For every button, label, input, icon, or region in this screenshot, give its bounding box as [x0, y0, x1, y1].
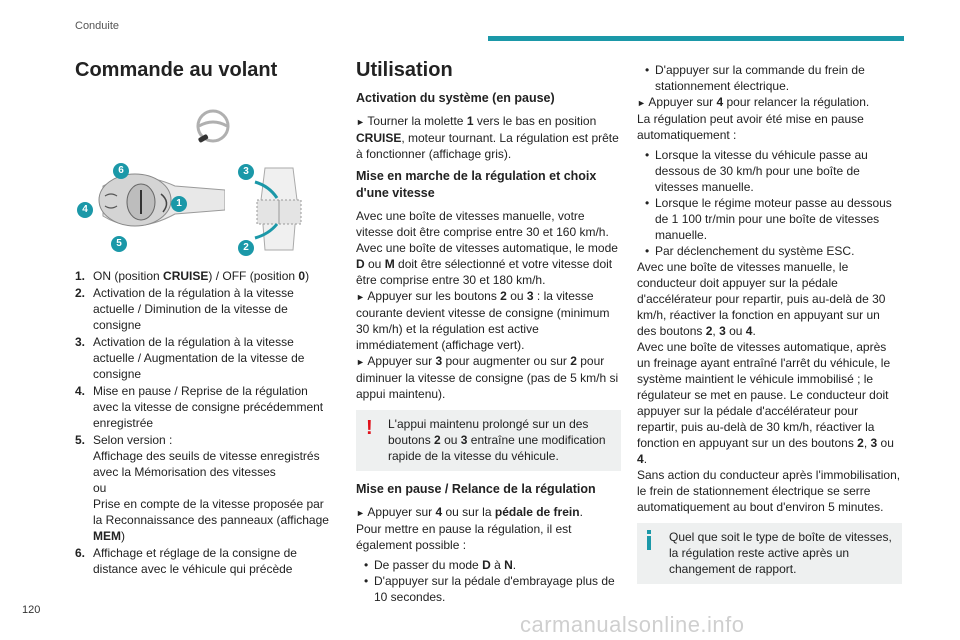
text-run: ,: [712, 324, 720, 338]
text-run: Activation de la régulation à la vitesse actuelle / Diminution de la vitesse de consigne: [93, 286, 294, 332]
middle-column: [356, 58, 621, 605]
text-run: ou: [877, 436, 894, 450]
bold-text: 3: [870, 436, 878, 450]
bold-text: 2: [434, 433, 441, 447]
bold-text: 2: [500, 289, 507, 303]
note-text: [669, 530, 892, 576]
legend-item: [75, 285, 330, 333]
arrow-bullet-icon: ►: [356, 117, 368, 127]
paragraph: [356, 113, 621, 162]
page-number: 120: [22, 604, 41, 616]
legend-item: [75, 334, 330, 382]
text-run: à: [490, 558, 505, 572]
arrow-bullet-icon: ►: [356, 508, 368, 518]
text-run: Avec une boîte de vitesses automatique, après un freinage ayant entraîné l'arrêt du véhicule, le système maintient le véhicule immobilisé ; le régulateur se met en pause. Le conducteur doit appuyer sur la pédale d'accélérateur pour repartir, puis au-delà de 30 km/h, réactiver la fonction en appuyant sur un des boutons: [637, 340, 891, 450]
bold-text: 3: [435, 354, 443, 368]
text-run: ou: [364, 257, 385, 271]
text-run: De passer du mode: [374, 558, 483, 572]
callout-badge-2: 2: [238, 240, 254, 256]
bold-text: 4: [435, 505, 443, 519]
info-icon: [647, 530, 651, 550]
paragraph: [637, 94, 902, 143]
bullet-item: [637, 62, 902, 94]
text-run: : la vitesse courante devient vitesse de consigne (minimum 30 km/h) et la régulation est active immédiatement (affichage vert).: [356, 289, 610, 352]
text-run: L'appui maintenu prolongé sur un des boutons: [388, 417, 589, 447]
bold-text: 3: [460, 433, 468, 447]
text-run: Pour mettre en pause la régulation, il est également possible :: [356, 522, 572, 552]
section-title-utilisation: Utilisation: [356, 59, 453, 81]
legend-item-number: 6.: [75, 546, 86, 560]
text-run: Activation de la régulation à la vitesse actuelle / Augmentation de la vitesse de consigne: [93, 335, 305, 381]
text-run: ): [121, 529, 125, 543]
text-run: Avec une boîte de vitesses manuelle, le conducteur doit appuyer sur la pédale d'accélérateur pour repartir, puis au-delà de 30 km/h, réactiver la fonction en appuyant sur un des boutons: [637, 260, 886, 338]
text-run: Affichage et réglage de la consigne de distance avec le véhicule qui précède: [93, 546, 297, 576]
bold-text: pédale de frein: [494, 505, 580, 519]
warning-note: [356, 410, 621, 471]
bold-text: CRUISE: [163, 269, 209, 283]
text-run: , moteur tournant. La régulation est prête à fonctionner (affichage gris).: [356, 131, 619, 161]
bold-text: N: [504, 558, 513, 572]
text-run: ou: [440, 433, 461, 447]
bullet-item: [356, 557, 621, 573]
arrow-bullet-icon: ►: [356, 357, 368, 367]
text-run: Sans action du conducteur après l'immobilisation, le frein de stationnement électrique se serre automatiquement au bout d'environ 5 minutes.: [637, 468, 901, 514]
text-run: Tourner la molette: [367, 114, 467, 128]
header-accent-bar: [488, 36, 904, 41]
subsection-heading: Activation du système (en pause): [356, 91, 555, 105]
legend-item-number: 5.: [75, 433, 86, 447]
text-run: La régulation peut avoir été mise en pause automatiquement :: [637, 112, 864, 142]
text-run: .: [643, 452, 648, 466]
callout-badge-5: 5: [111, 236, 127, 252]
legend-item-number: 2.: [75, 286, 86, 300]
text-run: D'appuyer sur la pédale d'embrayage plus de 10 secondes.: [374, 574, 615, 604]
text-run: Appuyer sur: [648, 95, 717, 109]
bullet-item: [637, 147, 902, 195]
subsection-heading: Mise en pause / Relance de la régulation: [356, 482, 596, 496]
text-run: pour relancer la régulation.: [723, 95, 870, 109]
text-run: D'appuyer sur la commande du frein de stationnement électrique.: [655, 63, 865, 93]
legend-item-number: 1.: [75, 269, 86, 283]
cruise-control-lever-illustration: [75, 158, 225, 254]
callout-badge-1: 1: [171, 196, 187, 212]
callout-badge-4: 4: [77, 202, 93, 218]
text-run: Avec une boîte de vitesses manuelle, votre vitesse doit être comprise entre 30 et 160 km/h.: [356, 209, 609, 239]
legend-item-number: 3.: [75, 335, 86, 349]
bold-text: 2: [570, 354, 577, 368]
bold-text: 0: [298, 269, 306, 283]
watermark-text: carmanualsonline.info: [520, 612, 745, 637]
illustration-area: [75, 88, 330, 256]
text-run: Appuyer sur les boutons: [367, 289, 501, 303]
bold-text: D: [356, 257, 365, 271]
text-run: Mise en pause / Reprise de la régulation avec la vitesse de consigne précédemment enregistrée: [93, 384, 324, 430]
arrow-bullet-icon: ►: [637, 98, 649, 108]
bold-text: 1: [466, 114, 474, 128]
bullet-list: [637, 62, 902, 94]
legend-item: [75, 545, 330, 577]
controls-legend-list: [75, 268, 330, 577]
text-run: ,: [863, 436, 871, 450]
text-run: Prise en compte de la vitesse proposée par la Reconnaissance des panneaux (affichage: [93, 497, 329, 527]
subsection-heading: Mise en marche de la régulation et choix d'une vitesse: [356, 169, 597, 200]
text-run: ou: [506, 289, 527, 303]
bold-text: 4: [745, 324, 753, 338]
text-run: ou sur la: [442, 505, 495, 519]
text-run: ON (position: [93, 269, 164, 283]
text-run: Appuyer sur: [367, 354, 436, 368]
text-run: Avec une boîte de vitesses automatique, le mode: [356, 241, 618, 255]
paragraph: [356, 208, 621, 402]
note-text: [388, 417, 606, 463]
utilisation-content: [356, 90, 621, 605]
paragraph: [637, 259, 902, 515]
text-run: Lorsque le régime moteur passe au dessous de 1 100 tr/min pour une boîte de vitesses manuelle.: [655, 196, 892, 242]
bold-text: 2: [705, 324, 713, 338]
text-run: Appuyer sur: [367, 505, 436, 519]
text-run: Par déclenchement du système ESC.: [655, 244, 855, 258]
bullet-item: [637, 243, 902, 259]
legend-item: [75, 268, 330, 284]
text-run: ): [305, 269, 310, 283]
paragraph: [356, 504, 621, 553]
arrow-bullet-icon: ►: [356, 292, 368, 302]
warning-icon: !: [366, 417, 373, 439]
text-run: vers le bas en position: [473, 114, 597, 128]
bold-text: 4: [716, 95, 724, 109]
bold-text: 3: [719, 324, 726, 338]
bold-text: CRUISE: [356, 131, 402, 145]
steering-wheel-icon: [195, 108, 231, 144]
right-column: [637, 62, 902, 594]
callout-badge-3: 3: [238, 164, 254, 180]
section-title-commande: Commande au volant: [75, 59, 278, 81]
bold-text: 3: [526, 289, 534, 303]
section-header: Conduite: [75, 20, 120, 32]
text-run: Lorsque la vitesse du véhicule passe au dessous de 30 km/h pour une boîte de vitesses manuelle.: [655, 148, 868, 194]
info-note: [637, 523, 902, 584]
text-run: Selon version :: [93, 433, 173, 447]
bold-text: 2: [857, 436, 864, 450]
text-run: doit être sélectionné et votre vitesse doit être comprise entre 30 et 180 km/h.: [356, 257, 613, 287]
text-run: .: [512, 558, 517, 572]
bold-text: D: [482, 558, 491, 572]
text-run: pour augmenter ou sur: [442, 354, 571, 368]
bullet-list: [356, 557, 621, 605]
left-column: [75, 58, 330, 578]
legend-item: [75, 383, 330, 431]
bullet-list: [637, 147, 902, 259]
bullet-item: [356, 573, 621, 605]
text-run: Quel que soit le type de boîte de vitesses, la régulation reste active après un changement de rapport.: [669, 530, 892, 576]
text-run: pour diminuer la vitesse de consigne (pas de 5 km/h si appui maintenu).: [356, 354, 619, 401]
text-run: ou: [725, 324, 746, 338]
callout-badge-6: 6: [113, 163, 129, 179]
bullet-item: [637, 195, 902, 243]
bold-text: MEM: [93, 529, 121, 543]
legend-item: [75, 432, 330, 544]
text-run: .: [579, 505, 583, 519]
text-run: ou: [93, 481, 107, 495]
text-run: .: [752, 324, 756, 338]
bold-text: M: [384, 257, 395, 271]
bold-text: 4: [637, 452, 644, 466]
right-content: [637, 62, 902, 584]
text-run: entraîne une modification rapide de la vitesse du véhicule.: [388, 433, 606, 463]
text-run: Affichage des seuils de vitesse enregistrés avec la Mémorisation des vitesses: [93, 449, 320, 479]
legend-item-number: 4.: [75, 384, 86, 398]
text-run: ) / OFF (position: [208, 269, 299, 283]
